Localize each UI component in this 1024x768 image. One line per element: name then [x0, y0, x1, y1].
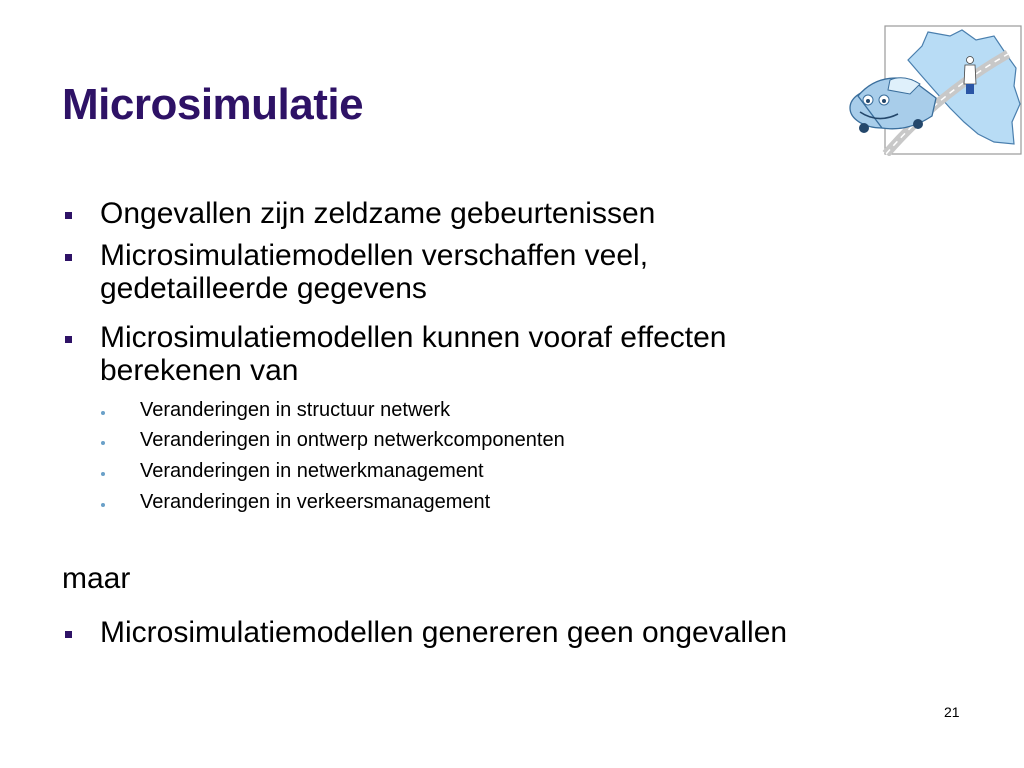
sub-bullet-item: Veranderingen in verkeersmanagement	[140, 491, 491, 513]
square-bullet-icon	[65, 336, 72, 343]
bullet-item: Microsimulatiemodellen genereren geen ongevallen	[100, 616, 788, 649]
dot-bullet-icon	[101, 472, 105, 476]
conjunction-text: maar	[62, 562, 131, 595]
square-bullet-icon	[65, 254, 72, 261]
car-on-road-map-logo-icon	[838, 24, 1024, 156]
slide-title: Microsimulatie	[62, 80, 364, 129]
bullet-line: berekenen van	[100, 354, 299, 387]
bullet-item: Ongevallen zijn zeldzame gebeurtenissen	[100, 197, 656, 230]
bullet-line: gedetailleerde gegevens	[100, 272, 427, 305]
sub-bullet-item: Veranderingen in ontwerp netwerkcomponenten	[140, 429, 565, 451]
page-number: 21	[944, 704, 960, 720]
bullet-line: Microsimulatiemodellen verschaffen veel,	[100, 239, 649, 272]
dot-bullet-icon	[101, 441, 105, 445]
bullet-item	[100, 321, 960, 387]
sub-bullet-item: Veranderingen in netwerkmanagement	[140, 460, 484, 482]
square-bullet-icon	[65, 631, 72, 638]
dot-bullet-icon	[101, 503, 105, 507]
bullet-line: Microsimulatiemodellen kunnen vooraf effecten	[100, 321, 727, 354]
bullet-item	[100, 239, 960, 305]
square-bullet-icon	[65, 212, 72, 219]
dot-bullet-icon	[101, 411, 105, 415]
sub-bullet-item: Veranderingen in structuur netwerk	[140, 399, 451, 421]
